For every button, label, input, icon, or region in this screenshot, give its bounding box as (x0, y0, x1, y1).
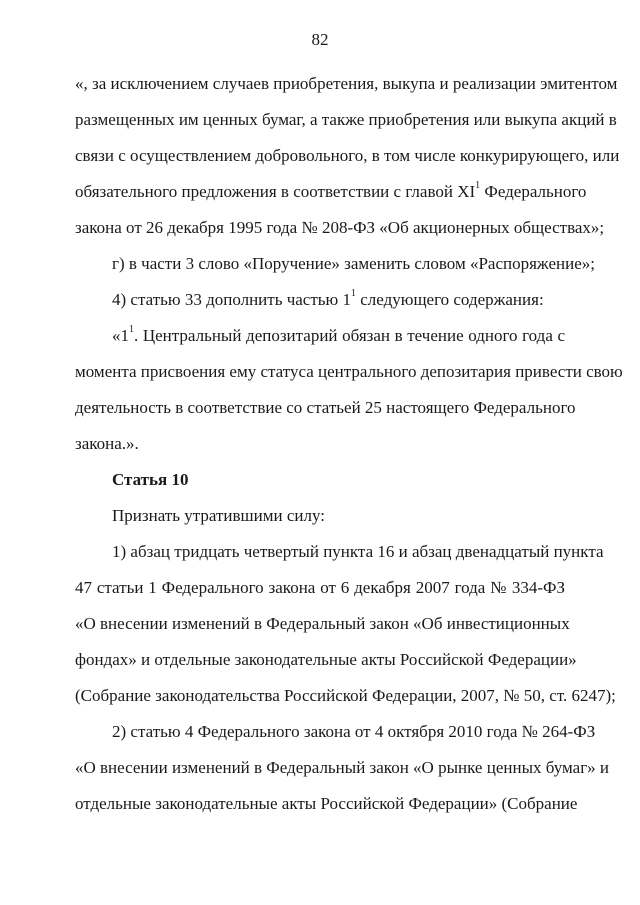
text-span: Федерального (480, 182, 587, 201)
text-line: закона.». (75, 434, 139, 453)
superscript: 1 (351, 288, 356, 300)
superscript: 1 (475, 180, 481, 192)
text-line: Признать утратившими силу: (112, 506, 325, 525)
text-line: «О внесении изменений в Федеральный закон «Об инвестиционных (75, 614, 570, 633)
text-line: 2) статью 4 Федерального закона от 4 октября 2010 года № 264-ФЗ (112, 722, 596, 741)
text-line: 47 статьи 1 Федерального закона от 6 декабря 2007 года № 334-ФЗ (75, 578, 565, 597)
text-span: . Центральный депозитарий обязан в течение одного года с (134, 326, 565, 345)
text-line (112, 326, 565, 346)
text-line: отдельные законодательные акты Российской Федерации» (Собрание (75, 794, 578, 813)
text-span: обязательного предложения в соответствии с главой XI (75, 182, 476, 201)
text-line: «, за исключением случаев приобретения, выкупа и реализации эмитентом (75, 74, 618, 93)
text-line: (Собрание законодательства Российской Федерации, 2007, № 50, ст. 6247); (75, 686, 616, 705)
text-line (75, 180, 587, 202)
text-line: г) в части 3 слово «Поручение» заменить словом «Распоряжение»; (112, 254, 595, 273)
text-line: «О внесении изменений в Федеральный закон «О рынке ценных бумаг» и (75, 758, 610, 777)
text-line (112, 290, 565, 310)
text-line: деятельность в соответствие со статьей 25 настоящего Федерального (75, 398, 576, 417)
text-line: связи с осуществлением добровольного, в том числе конкурирующего, или (75, 146, 620, 165)
page-number: 82 (311, 30, 329, 49)
text-line: закона от 26 декабря 1995 года № 208-ФЗ «Об акционерных обществах»; (75, 218, 605, 237)
text-span: следующего содержания: (356, 290, 544, 309)
text-line: 1) абзац тридцать четвертый пункта 16 и абзац двенадцатый пункта (112, 542, 604, 561)
text-line: размещенных им ценных бумаг, а также приобретения или выкупа акций в (75, 110, 617, 129)
article-heading: Статья 10 (112, 470, 189, 489)
text-span: 4) статью 33 дополнить частью 1 (112, 290, 351, 309)
text-span: «1 (112, 326, 129, 345)
text-line: фондах» и отдельные законодательные акты Российской Федерации» (75, 650, 577, 669)
superscript: 1 (129, 324, 134, 336)
text-line: момента присвоения ему статуса центрального депозитария привести свою (75, 362, 623, 381)
